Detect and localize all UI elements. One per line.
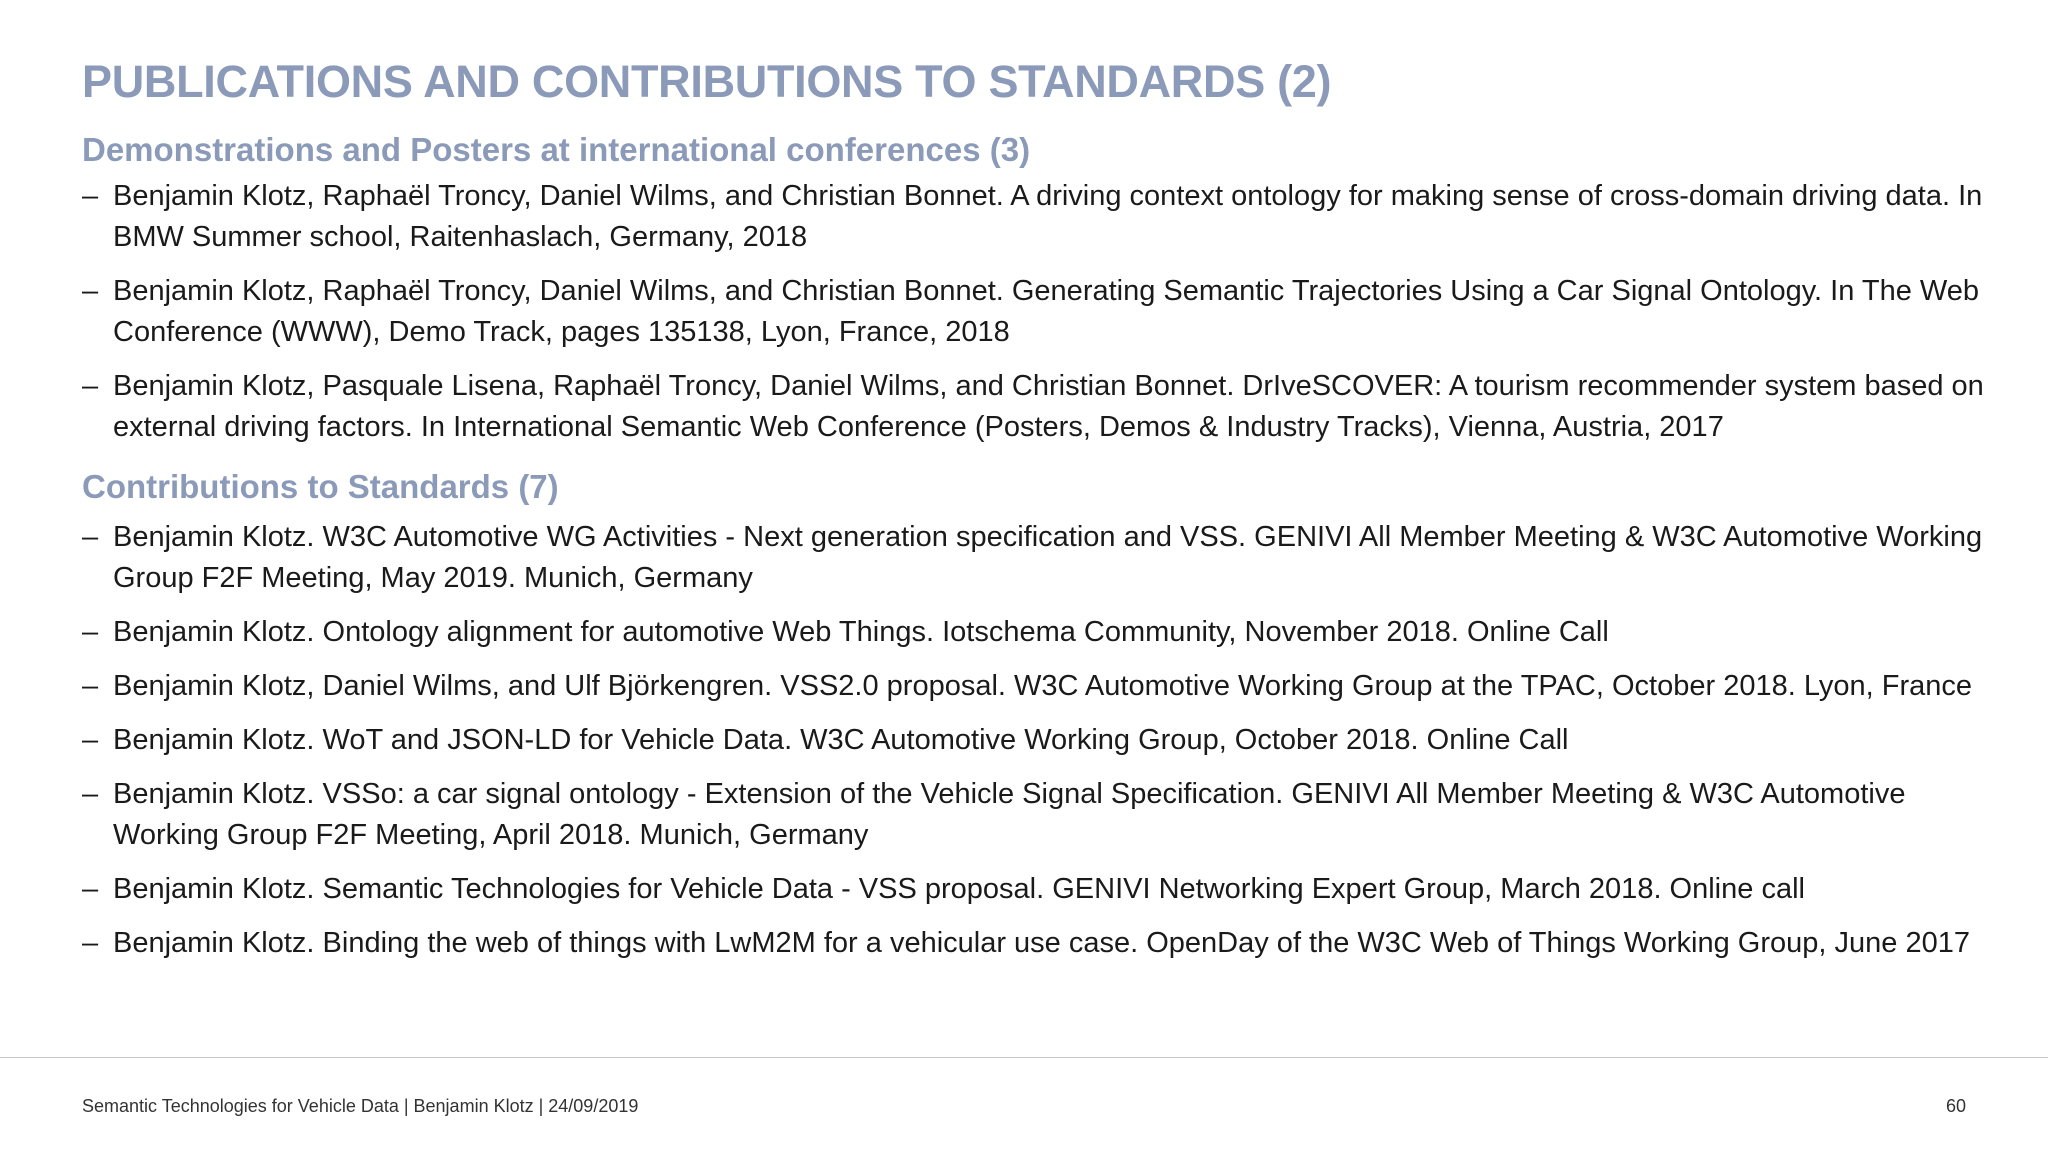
footer-text: Semantic Technologies for Vehicle Data | Benjamin Klotz | 24/09/2019 xyxy=(82,1096,639,1116)
list-item-text: Benjamin Klotz. W3C Automotive WG Activities - Next generation specification and VSS. GENIVI All Member Meeting & W3C Automotive Working Group F2F Meeting, May 2019. Munich, Germany xyxy=(113,521,1983,594)
bullet-dash: – xyxy=(82,616,99,648)
bullet-dash: – xyxy=(82,873,99,905)
list-item xyxy=(82,923,2002,964)
list-item-text: Benjamin Klotz. Semantic Technologies for Vehicle Data - VSS proposal. GENIVI Networking Expert Group, March 2018. Online call xyxy=(113,873,1805,905)
list-item-text: Benjamin Klotz, Raphaël Troncy, Daniel Wilms, and Christian Bonnet. A driving context ontology for making sense of cross-domain driving data. In BMW Summer school, Raitenhaslach, Germany, 2018 xyxy=(113,180,1983,253)
bullet-dash: – xyxy=(82,180,99,212)
bullet-dash: – xyxy=(82,724,99,756)
bullet-dash: – xyxy=(82,521,99,553)
list-item xyxy=(82,720,2002,761)
list-item xyxy=(82,517,2002,599)
slide-content xyxy=(82,124,2002,977)
bullet-dash: – xyxy=(82,275,99,307)
bullet-dash: – xyxy=(82,778,99,810)
bullet-dash: – xyxy=(82,927,99,959)
list-item xyxy=(82,666,2002,707)
list-item xyxy=(82,774,2002,856)
list-item-text: Benjamin Klotz, Raphaël Troncy, Daniel Wilms, and Christian Bonnet. Generating Semantic Trajectories Using a Car Signal Ontology. In The Web Conference (WWW), Demo Track, pages 135138, Lyon, France, 2018 xyxy=(113,275,1980,348)
section-heading-demos: Demonstrations and Posters at international conferences (3) xyxy=(82,131,1031,168)
list-item xyxy=(82,366,2002,448)
list-item xyxy=(82,271,2002,353)
list-item xyxy=(82,612,2002,653)
list-item xyxy=(82,176,2002,258)
section-heading-standards: Contributions to Standards (7) xyxy=(82,468,559,505)
slide-title: PUBLICATIONS AND CONTRIBUTIONS TO STANDARDS (2) xyxy=(82,56,1332,107)
bullet-dash: – xyxy=(82,670,99,702)
list-item xyxy=(82,869,2002,910)
list-item-text: Benjamin Klotz. WoT and JSON-LD for Vehicle Data. W3C Automotive Working Group, October 2018. Online Call xyxy=(113,724,1569,756)
list-item-text: Benjamin Klotz, Daniel Wilms, and Ulf Björkengren. VSS2.0 proposal. W3C Automotive Working Group at the TPAC, October 2018. Lyon, France xyxy=(113,670,1973,702)
standards-list xyxy=(82,517,2002,964)
bullet-dash: – xyxy=(82,370,99,402)
page-number: 60 xyxy=(1945,1096,1966,1116)
list-item-text: Benjamin Klotz, Pasquale Lisena, Raphaël Troncy, Daniel Wilms, and Christian Bonnet. DrIveSCOVER: A tourism recommender system based on external driving factors. In International Semantic Web Conference (Posters, Demos & Industry Tracks), Vienna, Austria, 2017 xyxy=(113,370,1984,443)
list-item-text: Benjamin Klotz. Binding the web of things with LwM2M for a vehicular use case. OpenDay of the W3C Web of Things Working Group, June 2017 xyxy=(113,927,1970,959)
footer-divider xyxy=(0,1057,2048,1058)
demos-list xyxy=(82,176,2002,448)
list-item-text: Benjamin Klotz. Ontology alignment for automotive Web Things. Iotschema Community, November 2018. Online Call xyxy=(113,616,1609,648)
list-item-text: Benjamin Klotz. VSSo: a car signal ontology - Extension of the Vehicle Signal Specification. GENIVI All Member Meeting & W3C Automotive Working Group F2F Meeting, April 2018. Munich, Germany xyxy=(113,778,1906,851)
